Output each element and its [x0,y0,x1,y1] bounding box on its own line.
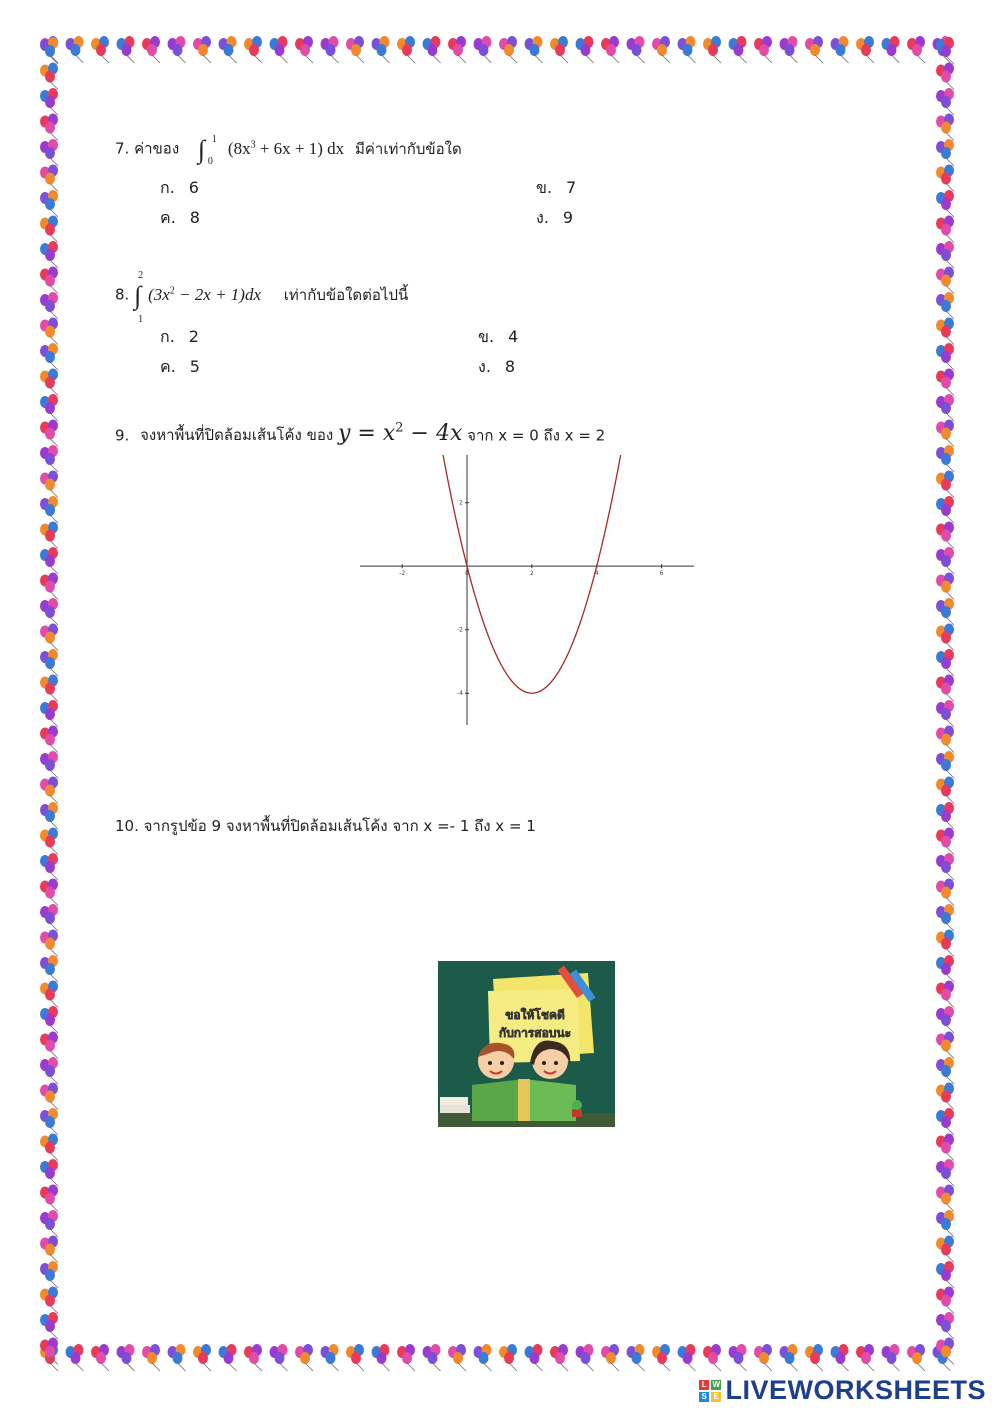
balloon-icon [193,36,211,63]
balloon-icon [933,1344,951,1371]
balloon-icon [907,36,925,63]
balloon-icon [40,675,58,702]
balloon-icon [40,1287,58,1314]
balloon-icon [397,36,415,63]
balloon-icon [936,394,954,421]
balloon-icon [40,36,58,63]
balloon-icon [601,1344,619,1371]
balloon-icon [295,1344,313,1371]
balloon-icon [40,726,58,753]
balloon-icon [936,1236,954,1263]
balloon-icon [66,1344,84,1371]
balloon-icon [703,36,721,63]
balloon-icon [40,1032,58,1059]
balloon-icon [936,88,954,115]
balloon-icon [936,930,954,957]
balloon-icon [219,1344,237,1371]
balloon-icon [754,36,772,63]
balloon-icon [882,36,900,63]
balloon-border-bottom [38,1344,962,1372]
balloon-icon [936,573,954,600]
balloon-icon [40,394,58,421]
balloon-icon [936,420,954,447]
good-luck-illustration [438,961,615,1127]
balloon-icon [40,114,58,141]
balloon-icon [936,522,954,549]
balloon-icon [40,63,58,90]
question-7-integrand: $(8x^3 + 6x + 1)$ dx [227,138,345,158]
q7-option-a[interactable]: ก. 6 [160,178,199,197]
balloon-icon [936,1134,954,1161]
balloon-icon [936,598,954,625]
balloon-icon [805,1344,823,1371]
balloon-icon [936,369,954,396]
balloon-icon [40,1083,58,1110]
balloon-icon [448,1344,466,1371]
balloon-icon [40,1312,58,1339]
question-9-equation: $y = x^2 - 4x$ [338,421,463,447]
balloon-icon [40,930,58,957]
balloon-icon [936,139,954,166]
balloon-icon [40,573,58,600]
balloon-icon [936,1108,954,1135]
balloon-icon [372,1344,390,1371]
balloon-icon [40,165,58,192]
balloon-icon [936,1338,954,1365]
integral-lower-limit: 1 [138,313,144,325]
balloon-icon [678,36,696,63]
q8-option-d[interactable]: ง. 8 [478,357,516,376]
balloon-icon [474,1344,492,1371]
balloon-icon [40,1108,58,1135]
balloon-icon [448,36,466,63]
balloon-icon [40,1185,58,1212]
balloon-icon [40,139,58,166]
balloon-icon [936,292,954,319]
balloon-icon [244,1344,262,1371]
balloon-icon [936,37,954,64]
balloon-icon [936,1083,954,1110]
q7-option-d[interactable]: ง. 9 [536,208,574,227]
question-9-number: 9. [115,426,130,445]
balloon-icon [40,343,58,370]
q8-option-b[interactable]: ข. 4 [478,327,519,346]
balloon-icon [40,445,58,472]
y-tick-label: -4 [457,690,464,698]
balloon-icon [936,1210,954,1237]
x-tick-label: -2 [399,570,406,578]
balloon-icon [423,1344,441,1371]
question-8-suffix: เท่ากับข้อใดต่อไปนี้ [283,285,409,304]
balloon-icon [754,1344,772,1371]
balloon-icon [550,36,568,63]
question-10 [115,814,536,838]
balloon-icon [40,471,58,498]
balloon-icon [729,36,747,63]
caption-line-1: ขอให้โชคดี [505,1008,565,1022]
question-10-text: 10. จากรูปข้อ 9 จงหาพื้นที่ปิดล้อมเส้นโค้ง จาก x =- 1 ถึง x = 1 [115,817,536,835]
balloon-icon [270,1344,288,1371]
balloon-icon [40,1159,58,1186]
balloon-icon [40,777,58,804]
balloon-icon [703,1344,721,1371]
integral-upper-limit: 2 [138,269,144,281]
balloon-icon [40,853,58,880]
balloon-icon [40,1344,58,1371]
balloon-icon [576,1344,594,1371]
balloon-icon [91,36,109,63]
balloon-icon [117,36,135,63]
balloon-icon [907,1344,925,1371]
balloon-icon [936,649,954,676]
x-tick-label: 6 [659,570,664,578]
integral-lower-limit: 0 [207,155,213,167]
balloon-icon [936,624,954,651]
balloon-icon [936,343,954,370]
balloon-icon [936,547,954,574]
balloon-icon [780,36,798,63]
balloon-icon [40,318,58,345]
question-7-suffix: มีค่าเท่ากับข้อใด [354,139,462,158]
balloon-icon [936,1287,954,1314]
parabola-graph [360,455,694,725]
balloon-icon [66,36,84,63]
balloon-icon [576,36,594,63]
balloon-icon [40,1338,58,1365]
balloon-icon [936,751,954,778]
balloon-icon [40,1057,58,1084]
balloon-icon [936,1057,954,1084]
balloon-icon [346,1344,364,1371]
balloon-icon [40,190,58,217]
balloon-icon [40,1006,58,1033]
balloon-icon [40,216,58,243]
balloon-icon [40,879,58,906]
balloon-icon [525,36,543,63]
balloon-icon [40,828,58,855]
balloon-icon [40,955,58,982]
balloon-icon [117,1344,135,1371]
integral-upper-limit: 1 [211,133,217,145]
balloon-icon [40,292,58,319]
question-9-prefix: จงหาพื้นที่ปิดล้อมเส้นโค้ง ของ [140,426,334,445]
balloon-icon [40,904,58,931]
x-tick-label: 4 [594,570,599,578]
balloon-icon [499,36,517,63]
balloon-icon [40,751,58,778]
balloon-icon [678,1344,696,1371]
question-8 [115,269,409,325]
balloon-icon [40,598,58,625]
balloon-icon [601,36,619,63]
balloon-icon [40,1261,58,1288]
q8-option-c[interactable]: ค. 5 [160,357,200,376]
balloon-icon [936,114,954,141]
question-9 [115,414,605,450]
balloon-icon [936,700,954,727]
balloon-icon [321,36,339,63]
balloon-icon [627,36,645,63]
x-tick-label: 2 [529,570,534,578]
balloon-icon [244,36,262,63]
balloon-icon [40,522,58,549]
balloon-icon [936,1261,954,1288]
balloon-border-left [38,36,66,1372]
balloon-icon [652,36,670,63]
balloon-icon [295,36,313,63]
balloon-icon [40,547,58,574]
balloon-icon [831,36,849,63]
question-7-prefix: ค่าของ [134,139,180,158]
balloon-icon [936,828,954,855]
balloon-icon [729,1344,747,1371]
balloon-icon [936,1185,954,1212]
balloon-icon [40,1134,58,1161]
balloon-icon [856,36,874,63]
balloon-border-top [38,36,962,64]
balloon-icon [40,369,58,396]
balloon-icon [856,1344,874,1371]
balloon-icon [40,1236,58,1263]
balloon-icon [780,1344,798,1371]
balloon-icon [936,904,954,931]
balloon-icon [936,853,954,880]
balloon-icon [40,981,58,1008]
balloon-icon [936,981,954,1008]
liveworksheets-mark-icon: L W S E [699,1380,721,1402]
balloon-icon [936,63,954,90]
liveworksheets-brand: LIVEWORKSHEETS [725,1375,986,1405]
question-9-suffix: จาก x = 0 ถึง x = 2 [467,426,606,445]
balloon-icon [219,36,237,63]
balloon-icon [936,445,954,472]
balloon-icon [550,1344,568,1371]
balloon-icon [142,36,160,63]
balloon-icon [831,1344,849,1371]
balloon-icon [936,496,954,523]
balloon-icon [936,1312,954,1339]
caption-line-2: กับการสอบนะ [498,1026,572,1040]
balloon-icon [936,190,954,217]
balloon-icon [936,471,954,498]
balloon-icon [474,36,492,63]
balloon-icon [805,36,823,63]
balloon-icon [936,1032,954,1059]
balloon-icon [933,36,951,63]
balloon-icon [91,1344,109,1371]
balloon-icon [936,267,954,294]
balloon-icon [936,777,954,804]
integral-sign: ∫ 2 1 [134,279,148,308]
balloon-icon [936,1159,954,1186]
balloon-icon [346,36,364,63]
question-8-integrand: $(3x^2 - 2x + 1)dx$ [148,284,262,304]
balloon-icon [40,700,58,727]
balloon-icon [40,802,58,829]
balloon-icon [499,1344,517,1371]
y-tick-label: -2 [457,626,464,634]
q8-option-a[interactable]: ก. 2 [160,327,199,346]
balloon-icon [652,1344,670,1371]
balloon-icon [936,318,954,345]
balloon-icon [423,36,441,63]
balloon-icon [936,241,954,268]
question-8-number: 8. [115,285,130,304]
question-7 [115,132,462,167]
balloon-icon [936,726,954,753]
balloon-icon [936,216,954,243]
balloon-icon [193,1344,211,1371]
balloon-icon [40,420,58,447]
question-7-number: 7. [115,139,130,158]
balloon-icon [142,1344,160,1371]
balloon-icon [40,88,58,115]
balloon-icon [882,1344,900,1371]
balloon-icon [40,267,58,294]
balloon-icon [321,1344,339,1371]
balloon-icon [936,675,954,702]
balloon-icon [168,1344,186,1371]
balloon-icon [372,36,390,63]
balloon-icon [40,624,58,651]
x-tick-label: 0 [465,570,469,578]
q7-option-c[interactable]: ค. 8 [160,208,200,227]
integral-sign: ∫ 1 0 [198,133,228,162]
balloon-icon [40,649,58,676]
balloon-icon [627,1344,645,1371]
balloon-icon [168,36,186,63]
balloon-icon [270,36,288,63]
balloon-icon [40,241,58,268]
balloon-icon [936,165,954,192]
balloon-icon [40,496,58,523]
balloon-border-right [934,36,962,1372]
balloon-icon [936,955,954,982]
balloon-icon [397,1344,415,1371]
balloon-icon [936,802,954,829]
balloon-icon [525,1344,543,1371]
balloon-icon [40,37,58,64]
balloon-icon [936,1006,954,1033]
balloon-icon [936,879,954,906]
y-tick-label: 2 [459,499,464,507]
balloon-icon [40,1210,58,1237]
liveworksheets-logo [699,1375,986,1406]
q7-option-b[interactable]: ข. 7 [536,178,577,197]
